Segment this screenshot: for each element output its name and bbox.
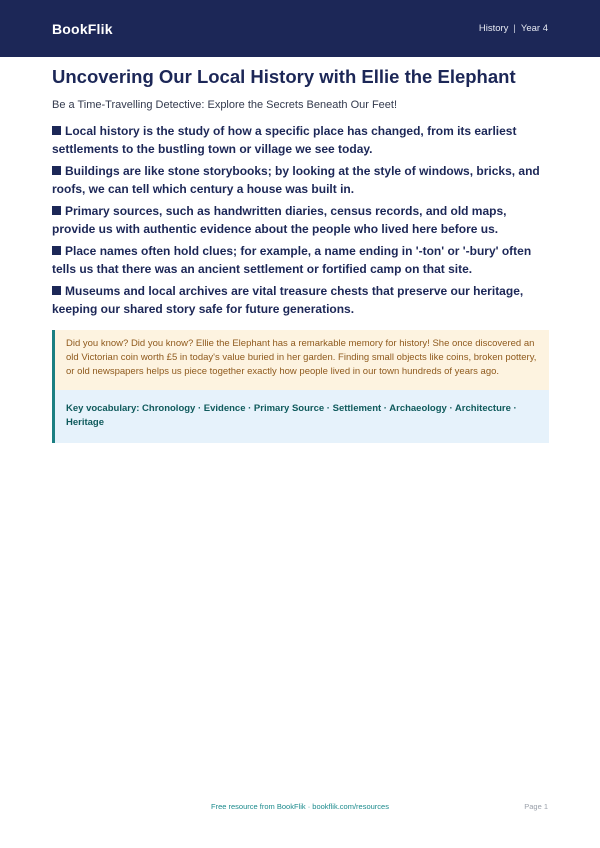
- page-title: Uncovering Our Local History with Ellie the Elephant: [52, 66, 516, 87]
- list-item: [52, 202, 549, 238]
- breadcrumb: [479, 23, 548, 34]
- info-callout: [52, 330, 549, 443]
- footer-credit-link[interactable]: Free resource from BookFlik · bookflik.com/resources: [211, 802, 389, 811]
- page-header: [0, 0, 600, 57]
- list-item: [52, 162, 549, 198]
- main-content: [52, 66, 549, 443]
- bullet-square-icon: [52, 126, 61, 135]
- key-points-list: [52, 122, 549, 318]
- bullet-square-icon: [52, 246, 61, 255]
- year-label: Year 4: [520, 23, 548, 34]
- page-footer: [0, 802, 600, 814]
- list-item-text: Buildings are like stone storybooks; by looking at the style of windows, bricks, and roofs, we can tell which century a house was built in.: [52, 164, 540, 196]
- page-subtitle: Be a Time-Travelling Detective: Explore the Secrets Beneath Our Feet!: [52, 99, 398, 111]
- bullet-square-icon: [52, 206, 61, 215]
- list-item: [52, 122, 549, 158]
- list-item-text: Museums and local archives are vital treasure chests that preserve our heritage, keeping our shared story safe for future generations.: [52, 284, 524, 316]
- bullet-square-icon: [52, 286, 61, 295]
- list-item: [52, 282, 549, 318]
- did-you-know-box: Did you know? Did you know? Ellie the Elephant has a remarkable memory for history! She once discovered an old Victorian coin worth £5 in today's value buried in her garden. Finding small objects like coins, broken pottery, or old newspapers helps us piece together exactly how people lived in our town hundreds of years ago.: [55, 330, 549, 390]
- bullet-square-icon: [52, 166, 61, 175]
- list-item-text: Primary sources, such as handwritten diaries, census records, and old maps, provide us with authentic evidence about the people who lived here before us.: [52, 204, 507, 236]
- key-vocabulary-box: Key vocabulary: Chronology · Evidence · Primary Source · Settlement · Archaeology · Architecture · Heritage: [55, 390, 549, 443]
- list-item-text: Local history is the study of how a specific place has changed, from its earliest settlements to the bustling town or village we see today.: [52, 124, 517, 156]
- brand-logo[interactable]: BookFlik: [52, 20, 113, 37]
- subject-label: History: [478, 23, 509, 34]
- breadcrumb-separator: |: [513, 23, 516, 34]
- list-item: [52, 242, 549, 278]
- page-number: Page 1: [524, 802, 548, 811]
- list-item-text: Place names often hold clues; for example, a name ending in '-ton' or '-bury' often tells us that there was an ancient settlement or fortified camp on that site.: [52, 244, 532, 276]
